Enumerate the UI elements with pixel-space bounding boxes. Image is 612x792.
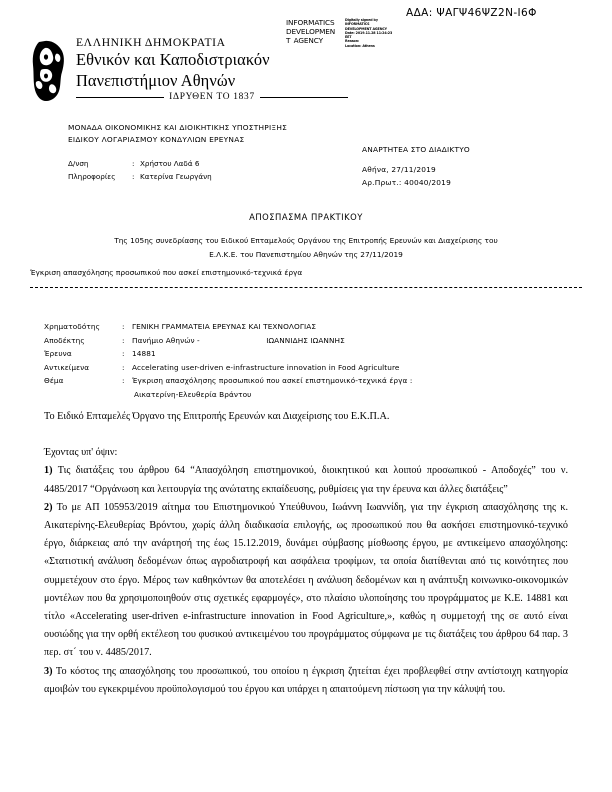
document-subtitle	[56, 234, 556, 261]
issuing-unit-line-2: ΕΙΔΙΚΟΥ ΛΟΓΑΡΙΑΣΜΟΥ ΚΟΝΔΥΛΙΩΝ ΕΡΕΥΝΑΣ	[68, 134, 245, 144]
body-item-1-number: 1)	[44, 465, 53, 477]
letterhead	[32, 36, 362, 122]
field-value-primary: Έγκριση απασχόλησης προσωπικού που ασκεί επιστημονικό-τεχνικά έργα :	[132, 376, 413, 386]
body-lead-paragraph: Το Ειδικό Επταμελές Όργανο της Επιτροπής Ερευνών και Διαχείρισης του Ε.Κ.Π.Α.	[44, 411, 390, 422]
subtitle-line-2: Ε.Λ.Κ.Ε. του Πανεπιστημίου Αθηνών της 27/11/2019	[209, 249, 403, 259]
meta-spacer	[362, 156, 470, 163]
field-separator: :	[122, 335, 125, 345]
body-item-2	[44, 499, 568, 663]
info-label: Πληροφορίες	[68, 172, 116, 181]
founded-year	[76, 92, 348, 102]
field-label: Αντικείμενα	[44, 362, 90, 372]
signature-line-5: EET	[345, 35, 352, 40]
field-separator: :	[122, 376, 125, 386]
field-value-secondary: ΙΩΑΝΝΙΔΗΣ ΙΩΑΝΝΗΣ	[266, 335, 345, 345]
address-row	[68, 157, 212, 170]
signature-line-6: Reason:	[345, 39, 360, 44]
founded-rule-right	[260, 97, 348, 98]
signature-line-7: Location: Athens	[345, 43, 375, 48]
section-divider	[30, 287, 582, 288]
metadata-fields	[44, 320, 564, 402]
body-item-3	[44, 663, 568, 699]
address-label: Δ/νση	[68, 159, 89, 168]
field-row	[44, 361, 564, 375]
field-value: Accelerating user-driven e-infrastructure innovation in Food Agriculture	[132, 362, 400, 372]
body-item-2-text: Το με ΑΠ 105953/2019 αίτημα του Επιστημονικού Υπεύθυνου, Ιωάννη Ιωαννίδη, για την έγκριση απασχόλησης της κ. Αικατερίνης-Ελευθερίας Βρόντου, χωρίς άλλη διαδικασία επιλογής, ως προσωπικού που θα ασκήσει επιστημονικό-τεχνικό έργο, διάρκειας από την ανάρτησή της έως 15.12.2019, δυνάμει σύμβασης μίσθωσης έργου, με αντικείμενο απασχόλησης: «Στατιστική ανάλυση δεδομένων όπως αγροδιατροφή και ασφάλεια τροφίμων, τα οποία διατίθενται από τις κοινότητες που συμμετέχουν στο έργο. Μέρος των καθηκόντων θα αποτελέσει η ανάλυση δεδομένων και η ανάπτυξη κοινωνικο-οικονομικών μοντέλων που θα χρησιμοποιηθούν στις σχετικές εφαρμογές», στο πλαίσιο υλοποίησης του προγράμματος με Κ.Ε. 14881 και τίτλο «Accelerating user-driven e-infrastructure innovation in Food Agriculture,», καθώς η συμμετοχή της σε αυτό είναι ουσιώδης για την ορθή εκτέλεση του φυσικού αντικειμένου του προγράμματος σύμφωνα με τις διατάξεις του άρθρου 64 παρ. 3 περ. στ´ του ν. 4485/2017.	[44, 501, 568, 659]
university-title-line-1: Εθνικόν και Καποδιστριακόν	[76, 50, 270, 69]
body-item-3-number: 3)	[44, 665, 53, 677]
field-row	[44, 374, 564, 401]
field-label: Θέμα	[44, 376, 64, 386]
body-item-1	[44, 462, 568, 498]
field-row	[44, 347, 564, 361]
signature-line-4: Date: 2019.11.28 11:24:23	[345, 30, 393, 35]
field-value-primary: Πανήμιο Αθηνών -	[132, 335, 200, 345]
field-value: 14881	[132, 349, 156, 359]
issuing-unit	[68, 122, 287, 145]
field-separator: :	[122, 322, 125, 331]
agency-name-line-3: T AGENCY	[286, 36, 323, 46]
body-preamble: Έχοντας υπ' όψιν:	[44, 447, 118, 459]
university-title-line-2: Πανεπιστήμιον Αθηνών	[76, 70, 236, 90]
university-crest-icon	[32, 40, 68, 102]
founded-label: ΙΔΡΥΘΕΝ ΤΟ 1837	[169, 92, 255, 102]
field-value	[132, 374, 564, 401]
address-separator: :	[132, 159, 135, 168]
ada-code: ΑΔΑ: ΨΑΓΨ46ΨΖ2Ν-Ι6Φ	[406, 7, 537, 19]
field-label: Χρηματοδότης	[44, 322, 100, 331]
contact-block	[68, 157, 212, 183]
address-value: Χρήστου Λαδά 6	[140, 159, 200, 168]
field-row	[44, 334, 564, 348]
field-value	[132, 334, 564, 348]
field-value: ΓΕΝΙΚΗ ΓΡΑΜΜΑΤΕΙΑ ΕΡΕΥΝΑΣ ΚΑΙ ΤΕΧΝΟΛΟΓΙΑΣ	[132, 322, 317, 331]
body-item-3-text: Το κόστος της απασχόλησης του προσωπικού, του οποίου η έγκριση ζητείται έχει προβλεφθεί στην αντίστοιχη κατηγορία αμοιβών του εγκεκριμένου προϋπολογισμού του έργου και υπάρχει η απαιτούμενη πίστωση για την κάλυψή του.	[44, 665, 568, 695]
signature-line-2: INFORMATICS	[345, 22, 370, 27]
letterhead-text	[76, 36, 362, 102]
republic-title: ΕΛΛΗΝΙΚΗ ΔΗΜΟΚΡΑΤΙΑ	[76, 36, 226, 49]
subtitle-line-1: Της 105ης συνεδρίασης του Ειδικού Επταμελούς Οργάνου της Επιτροπής Ερευνών και Διαχείρισης του	[114, 236, 498, 245]
document-title: ΑΠΟΣΠΑΣΜΑ ΠΡΑΚΤΙΚΟΥ	[249, 212, 363, 222]
field-row	[44, 320, 564, 334]
agency-name-line-1: INFORMATICS	[286, 18, 335, 27]
field-label: Αποδέκτης	[44, 335, 85, 345]
document-meta	[362, 143, 470, 189]
agency-name-line-2: DEVELOPMEN	[286, 27, 336, 37]
body-item-2-number: 2)	[44, 501, 53, 513]
field-label: Έρευνα	[44, 349, 72, 359]
info-separator: :	[132, 172, 135, 181]
signature-line-3: DEVELOPMENT AGENCY	[345, 26, 387, 31]
document-body	[44, 408, 568, 699]
field-separator: :	[122, 362, 125, 372]
issuing-unit-line-1: ΜΟΝΑΔΑ ΟΙΚΟΝΟΜΙΚΗΣ ΚΑΙ ΔΙΟΙΚΗΤΙΚΗΣ ΥΠΟΣΤΗΡΙΞΗΣ	[68, 123, 288, 132]
field-value-secondary: Αικατερίνη-Ελευθερία Βράντου	[134, 389, 252, 399]
publication-notice: ΑΝΑΡΤΗΤΕΑ ΣΤΟ ΔΙΑΔΙΚΤΥΟ	[362, 145, 470, 154]
field-separator: :	[122, 349, 125, 359]
info-row	[68, 170, 212, 183]
founded-rule-left	[76, 97, 164, 98]
protocol-number: Αρ.Πρωτ.: 40040/2019	[362, 178, 451, 187]
info-value: Κατερίνα Γεωργάνη	[140, 172, 212, 181]
place-and-date: Αθήνα, 27/11/2019	[362, 165, 436, 174]
document-scope: Έγκριση απασχόλησης προσωπικού που ασκεί επιστημονικό-τεχνικά έργα	[30, 268, 303, 277]
signature-line-1: Digitally signed by	[345, 18, 378, 22]
body-item-1-text: Τις διατάξεις του άρθρου 64 “Απασχόληση επιστημονικού, διοικητικού και λοιπού προσωπικού - Αποδοχές” του ν. 4485/2017 “Οργάνωση και λειτουργία της ανώτατης εκπαίδευσης, ρυθμίσεις για την έρευνα και άλλες διατάξεις”	[44, 465, 568, 495]
